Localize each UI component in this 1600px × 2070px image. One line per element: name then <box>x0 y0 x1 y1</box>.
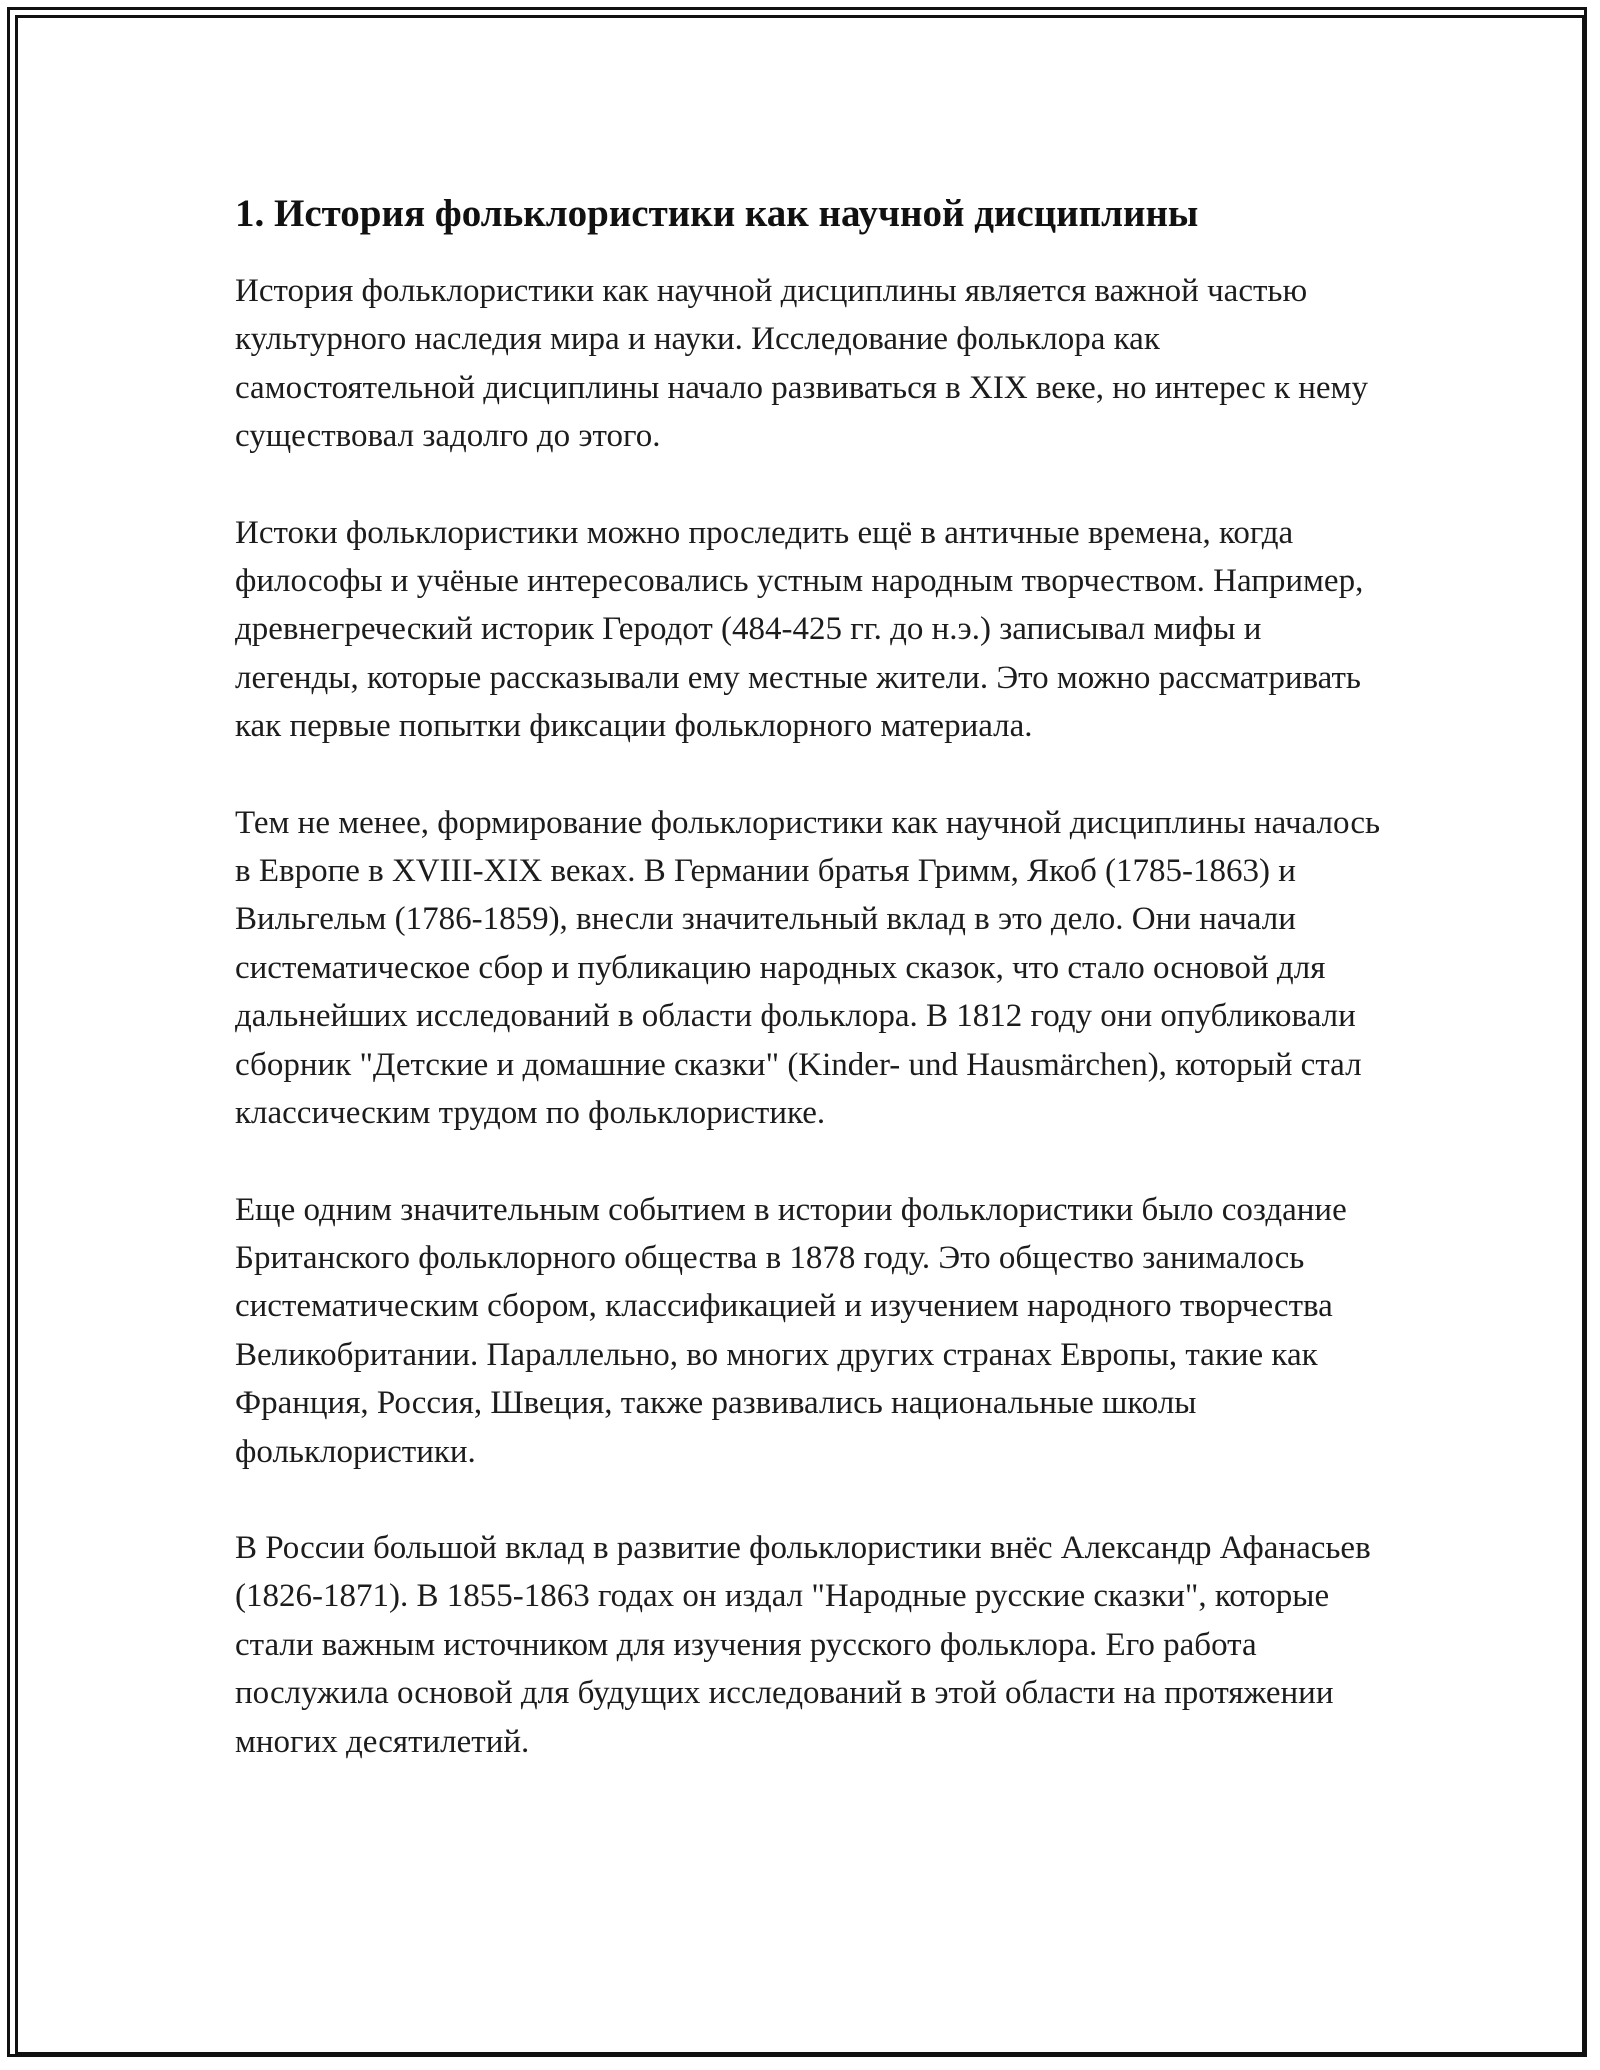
document-body <box>235 188 1385 1814</box>
paragraph-british-society: Еще одним значительным событием в истории фольклористики было создание Британского фольклорного общества в 1878 году. Это общество занималось систематическим сбором, классификацией и изучением народного творчества Великобритании. Параллельно, во многих других странах Европы, такие как Франция, Россия, Швеция, также развивались национальные школы фольклористики. <box>235 1191 1347 1470</box>
paragraph-intro: История фольклористики как научной дисциплины является важной частью культурного наследия мира и науки. Исследование фольклора как самостоятельной дисциплины начало развиваться в XIX веке, но интерес к нему существовал задолго до этого. <box>235 273 1368 455</box>
paragraph-russia-afanasyev: В России большой вклад в развитие фольклористики внёс Александр Афанасьев (1826-1871). В 1855-1863 годах он издал "Народные русские сказки", которые стали важным источником для изучения русского фольклора. Его работа послужила основой для будущих исследований в этой области на протяжении многих десятилетий. <box>235 1529 1371 1760</box>
section-heading: 1. История фольклористики как научной дисциплины <box>235 192 1199 235</box>
paragraph-brothers-grimm: Тем не менее, формирование фольклористики как научной дисциплины началось в Европе в XVIII-XIX веках. В Германии братья Гримм, Якоб (1785-1863) и Вильгельм (1786-1859), внесли значительный вклад в это дело. Они начали систематическое сбор и публикацию народных сказок, что стало основой для дальнейших исследований в области фольклора. В 1812 году они опубликовали сборник "Детские и домашние сказки" (Kinder- und Hausmärchen), который стал классическим трудом по фольклористике. <box>235 804 1381 1132</box>
paragraph-origins: Истоки фольклористики можно проследить ещё в античные времена, когда философы и учёные интересовались устным народным творчеством. Например, древнегреческий историк Геродот (484-425 гг. до н.э.) записывал мифы и легенды, которые рассказывали ему местные жители. Это можно рассматривать как первые попытки фиксации фольклорного материала. <box>235 514 1364 745</box>
